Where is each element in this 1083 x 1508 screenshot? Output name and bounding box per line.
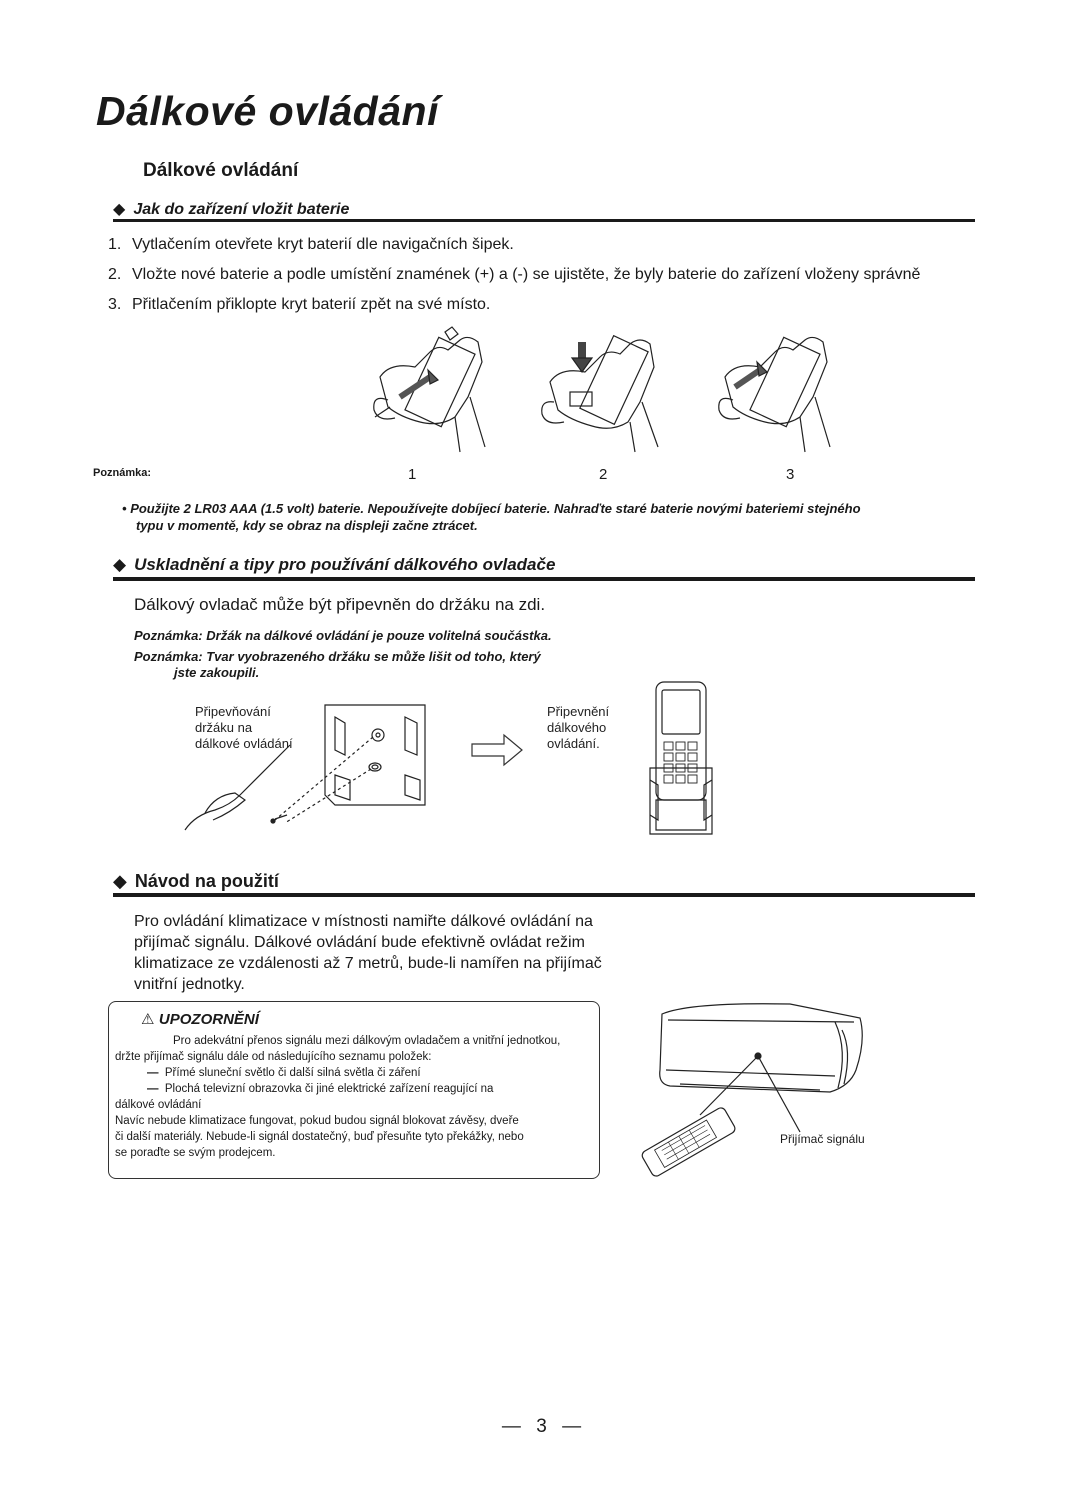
dash-icon: — (147, 1067, 165, 1079)
dash-icon: — (562, 1416, 582, 1437)
figure-label-3: 3 (786, 466, 795, 483)
section-heading-storage (113, 555, 555, 575)
subtitle: Dálkové ovládání (143, 160, 299, 181)
warning-box (108, 1001, 600, 1179)
warning-triangle-icon: ⚠ (141, 1011, 155, 1028)
page-number: — 3 — (501, 1416, 582, 1437)
indoor-unit-illustration (630, 1000, 870, 1175)
usage-text: Pro ovládání klimatizace v místnosti namiřte dálkové ovládání na přijímač signálu. Dálkové ovládání bude efektivně ovládat režim klimatizace ze vzdálenosti až 7 metrů, bude-li namířen na přijímač vnitřní jednotky. (134, 913, 602, 993)
step-3: 3. Přitlačením přiklopte kryt baterií zpět na své místo. (108, 296, 491, 313)
battery-figure-1 (374, 327, 485, 452)
holder-note-2b: jste zakoupili. (174, 665, 260, 680)
holder-illustration (175, 695, 440, 835)
battery-illustrations (360, 322, 840, 462)
battery-note-line2: typu v momentě, kdy se obraz na displeji začne ztrácet. (136, 518, 478, 533)
step-2: 2. Vložte nové baterie a podle umístění znamének (+) a (-) se ujistěte, že byly baterie do zařízení vloženy správně (108, 266, 921, 283)
battery-note: • Použijte 2 LR03 AAA (1.5 volt) baterie. Nepoužívejte dobíjecí baterie. Nahraďte staré baterie novými bateriemi stejného (122, 501, 861, 516)
bullet-icon: • (122, 501, 127, 516)
remote-in-holder-illustration (648, 680, 714, 840)
warning-title: ⚠ UPOZORNĚNÍ (141, 1011, 259, 1028)
section-heading-text: Jak do zařízení vložit baterie (133, 201, 350, 218)
section-heading-usage (113, 871, 279, 892)
page-title: Dálkové ovládání (96, 88, 439, 134)
section-heading-text: Uskladnění a tipy pro používání dálkového ovladače (134, 555, 556, 574)
section-rule (113, 219, 975, 222)
receiver-label: Přijímač signálu (780, 1132, 865, 1146)
dash-icon: — (147, 1083, 165, 1095)
figure-label-1: 1 (408, 466, 417, 483)
battery-figure-3 (719, 337, 830, 452)
diamond-bullet-icon: ◆ (113, 871, 127, 891)
section-rule (113, 893, 975, 897)
caption-mounting-holder: Připevňování držáku na dálkové ovládání (195, 704, 293, 751)
dash-icon: — (501, 1416, 521, 1437)
holder-note-1: Poznámka: Držák na dálkové ovládání je pouze volitelná součástka. (134, 628, 552, 643)
figure-label-2: 2 (599, 466, 608, 483)
diamond-bullet-icon: ◆ (113, 555, 127, 574)
step-1: 1. Vytlačením otevřete kryt baterií dle navigačních šipek. (108, 236, 514, 253)
section-heading-text: Návod na použití (134, 871, 279, 891)
diamond-bullet-icon: ◆ (113, 201, 126, 218)
note-label: Poznámka: (93, 467, 152, 479)
caption-mounting-remote: Připevnění dálkového ovládání. (547, 704, 610, 751)
holder-text: Dálkový ovladač může být připevněn do držáku na zdi. (134, 595, 546, 614)
section-rule (113, 577, 975, 581)
section-heading-batteries (113, 199, 349, 219)
warning-text: Pro adekvátní přenos signálu mezi dálkovým ovladačem a vnitřní jednotkou, držte přijímač signálu dále od následujícího seznamu položek: — Přímé sluneční světlo či další silná světla či záření — Plochá televizní obrazovka či jiné elektrické zařízení reagující na dálkové ovládání Navíc nebude klimatizace fungovat, pokud budou signál blokovat závěsy, dveře či další materiály. Nebude-li signál dostatečný, buď přesuňte tyto překážky, nebo se poraďte se svým prodejcem. (115, 1035, 561, 1159)
battery-figure-2 (542, 336, 658, 452)
arrow-icon (470, 732, 525, 768)
holder-note-2: Poznámka: Tvar vyobrazeného držáku se může lišit od toho, který (134, 649, 541, 664)
